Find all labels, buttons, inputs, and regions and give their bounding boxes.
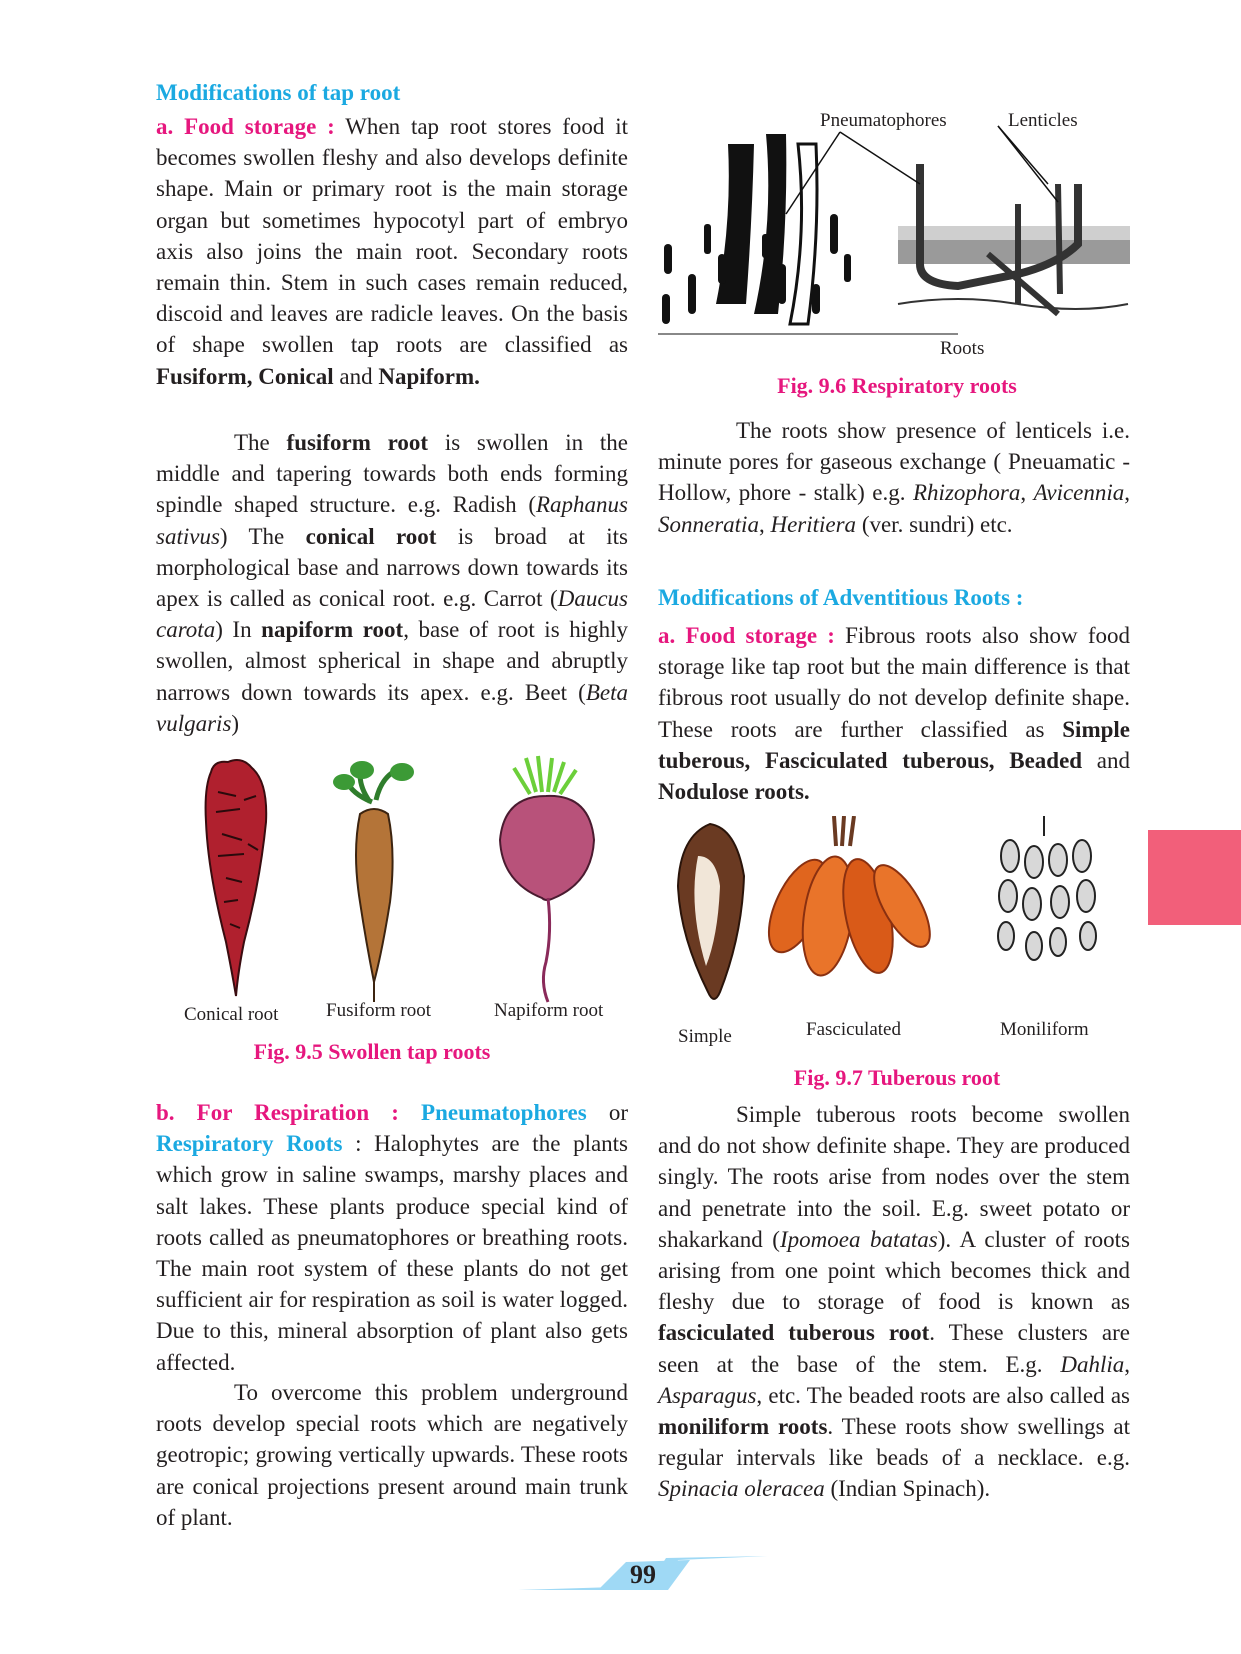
term-fusiform-conical: Fusiform, Conical	[156, 363, 334, 389]
food-storage-label: a. Food storage :	[156, 114, 335, 139]
fig97-caption: Fig. 9.7 Tuberous root	[793, 1065, 1001, 1090]
respiration-text: : Halophytes are the plants which grow in saline swamps, marshy places and salt lakes. These plants produce special kind of roots called as pneumatophores or breathing roots. The main root system of these plants do not get sufficient air for respiration as soil is water logged. Due to this, mineral absorption of plant also gets affected.	[156, 1131, 629, 1375]
text: The	[234, 430, 287, 455]
term-napiform-root: napiform root	[261, 617, 404, 643]
overcome-paragraph	[156, 1377, 628, 1533]
fig96-label-lenticles: Lenticles	[1008, 110, 1078, 131]
fig96-label-roots: Roots	[940, 338, 985, 359]
species-dahlia: Dahlia	[1060, 1351, 1125, 1377]
fig96-label-pneumatophores: Pneumatophores	[820, 110, 947, 131]
napiform-root-illustration	[500, 756, 594, 1002]
section-heading-tap-root: Modifications of tap root	[156, 80, 401, 105]
text: )	[231, 710, 240, 736]
swollen-tap-roots-figure	[156, 752, 636, 1004]
text: ) In	[215, 617, 262, 643]
term-nodulose: Nodulose roots.	[658, 779, 810, 805]
term-fasciculated: fasciculated tuberous root	[658, 1320, 930, 1346]
text: ,	[1124, 480, 1131, 506]
text: ). A cluster of roots arising from one point which becomes thick and fleshy due to storage of food is known as	[658, 1226, 1130, 1315]
text: is swollen in the middle and tapering towards both ends forming spindle shaped structure. e.g. Radish (	[156, 430, 628, 518]
chapter-side-tab	[1148, 830, 1241, 925]
term-moniliform: moniliform roots	[658, 1414, 828, 1440]
text: . These roots show swellings at regular intervals like beads of a necklace. e.g.	[658, 1414, 1130, 1471]
section-heading-adventitious: Modifications of Adventitious Roots :	[658, 585, 1024, 610]
text: Simple tuberous roots become swollen and do not show definite shape. They are produced singly. The roots arise from nodes over the stem and penetrate into the soil. E.g. sweet potato or shakarkand (	[658, 1102, 1130, 1252]
fasciculated-tuberous-root-illustration	[757, 816, 941, 979]
text: , base of root is highly swollen, almost spherical in shape and abruptly narrows down towards its apex. e.g. Beet (	[156, 617, 629, 705]
species-asparagus: Asparagus	[658, 1382, 757, 1408]
text: . These clusters are seen at the base of the stem. E.g.	[658, 1320, 1130, 1377]
fig95-label-fusiform: Fusiform root	[326, 1000, 432, 1021]
adventitious-food-paragraph	[658, 620, 1130, 807]
fig95-caption: Fig. 9.5 Swollen tap roots	[253, 1039, 491, 1064]
fig97-label-simple: Simple	[678, 1026, 732, 1047]
species-spinacia: Spinacia oleracea	[658, 1476, 825, 1502]
species-avicennia: Avicennia	[1033, 480, 1125, 506]
term-fusiform-root: fusiform root	[286, 430, 429, 455]
fig96-caption: Fig. 9.6 Respiratory roots	[777, 373, 1017, 398]
fig95-label-conical: Conical root	[184, 1004, 279, 1025]
text: ,	[758, 511, 771, 537]
species-ipomoea: Ipomoea batatas	[779, 1226, 938, 1252]
respiration-label: b. For Respiration :	[156, 1100, 399, 1125]
text: The roots show presence of lenticels i.e. minute pores for gaseous exchange ( Pneuamatic - Hollow, phore - stalk) e.g.	[658, 418, 1130, 506]
species-sonneratia: Sonneratia	[658, 511, 759, 537]
species-heritiera: Heritiera	[770, 511, 857, 537]
text: and	[1082, 747, 1130, 773]
fusiform-root-illustration	[333, 761, 414, 1002]
lenticel-paragraph	[658, 415, 1130, 540]
text-or: or	[586, 1100, 628, 1125]
species-raphanus: Raphanus sativus	[156, 492, 628, 549]
fig95-label-napiform: Napiform root	[494, 1000, 604, 1021]
term-respiratory-roots: Respiratory Roots	[156, 1131, 343, 1157]
species-rhizophora: Rhizophora	[913, 480, 1021, 506]
simple-tuberous-root-illustration	[678, 824, 744, 999]
text-and: and	[333, 363, 379, 389]
fig97-label-moniliform: Moniliform	[1000, 1019, 1089, 1040]
food-storage-text: When tap root stores food it becomes swollen fleshy and also develops definite shape. Main or primary root is the main storage organ but sometimes hypocotyl part of embryo axis also joins the main root. Secondary roots remain thin. Stem in such cases remain reduced, discoid and leaves are radicle leaves. On the basis of shape swollen tap roots are classified as	[156, 114, 629, 358]
simple-tuberous-paragraph	[658, 1099, 1130, 1505]
text: is broad at its morphological base and narrows down towards its apex is called as conical root. e.g. Carrot (	[156, 523, 628, 612]
food-storage-paragraph	[156, 111, 628, 392]
term-napiform: Napiform.	[378, 363, 480, 389]
tuberous-roots-figure	[658, 816, 1136, 1012]
text: ) The	[219, 523, 306, 549]
term-tuberous-types: Simple tuberous, Fasciculated tuberous, Beaded	[658, 716, 1130, 773]
term-conical-root: conical root	[305, 523, 437, 549]
respiration-paragraph	[156, 1097, 628, 1378]
respiratory-roots-figure	[658, 104, 1136, 362]
text: , etc. The beaded roots are also called as	[756, 1382, 1130, 1408]
text: (Indian Spinach).	[824, 1476, 991, 1502]
species-daucus: Daucus carota	[156, 586, 628, 643]
overcome-text: To overcome this problem underground roots develop special roots which are negatively geotropic; growing vertically upwards. These roots are conical projections present around main trunk of plant.	[156, 1380, 628, 1530]
root-types-paragraph	[156, 427, 628, 739]
fig97-label-fasciculated: Fasciculated	[806, 1019, 901, 1040]
page-number: 99	[630, 1560, 656, 1589]
text: (ver. sundri) etc.	[856, 511, 1013, 537]
term-pneumatophores: Pneumatophores	[421, 1100, 587, 1125]
soil-section-illustration	[898, 164, 1130, 314]
moniliform-root-illustration	[998, 816, 1096, 960]
species-beta: Beta vulgaris	[156, 679, 628, 736]
adventitious-food-label: a. Food storage :	[658, 623, 835, 648]
text: Fibrous roots also show food storage like tap root but the main difference is that fibrous root usually do not develop definite shape. These roots are further classified as	[658, 623, 1131, 742]
conical-root-illustration	[206, 760, 267, 996]
text: ,	[1124, 1351, 1130, 1377]
text: ,	[1020, 480, 1034, 506]
